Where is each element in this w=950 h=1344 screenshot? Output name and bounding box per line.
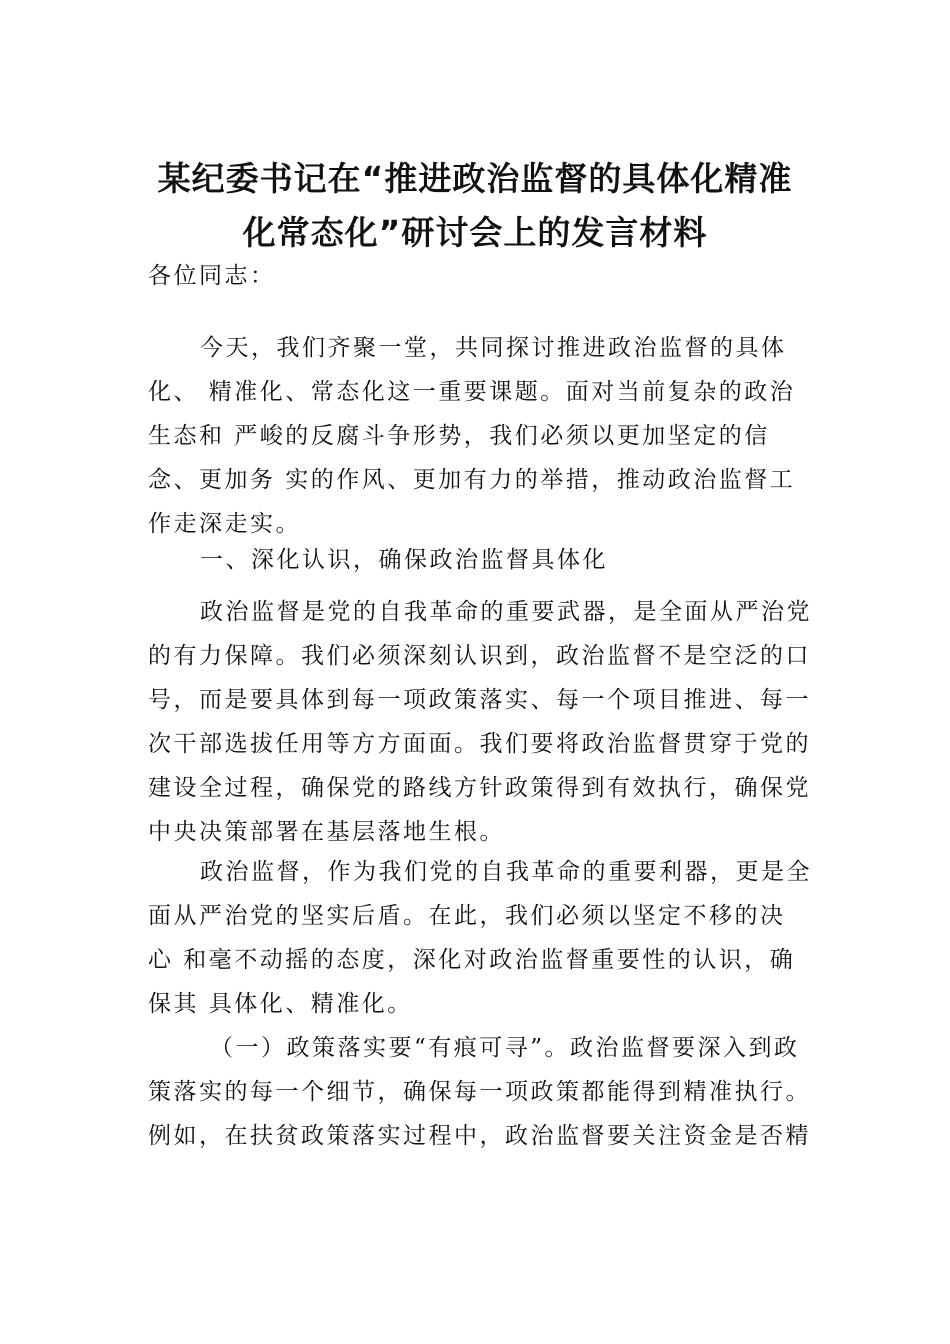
text-line: 策落实的每一个细节，确保每一项政策都能得到精准执行。 <box>148 1079 811 1105</box>
paragraph-section1-cont <box>148 850 818 1026</box>
text-line: 政治监督，作为我们党的自我革命的重要利器，更是全 <box>200 859 812 885</box>
document-title <box>120 152 830 260</box>
section-heading: 一、深化认识，确保政治监督具体化 <box>200 547 608 573</box>
text-line: 今天，我们齐聚一堂，共同探讨推进政治监督的具体 <box>200 335 787 361</box>
text-line: 生态和 严峻的反腐斗争形势，我们必须以更加坚定的信 <box>148 423 770 449</box>
text-line: 建设全过程，确保党的路线方针政策得到有效执行，确保党 <box>148 775 811 801</box>
text-line: 中央决策部署在基层落地生根。 <box>148 819 505 845</box>
text-line: 次干部选拔任用等方方面面。我们要将政治监督贯穿于党的 <box>148 731 811 757</box>
text-line: 心 和毫不动摇的态度，深化对政治监督重要性的认识，确 <box>148 947 796 973</box>
salutation: 各位同志： <box>148 263 276 289</box>
paragraph-opening <box>148 326 818 546</box>
text-line: 号，而是要具体到每一项政策落实、每一个项目推进、每一 <box>148 687 811 713</box>
text-line: 作走深走实。 <box>148 511 301 537</box>
text-line: 念、更加务 实的作风、更加有力的举措，推动政治监督工 <box>148 467 796 493</box>
text-line: 例如，在扶贫政策落实过程中，政治监督要关注资金是否精 <box>148 1123 811 1149</box>
text-line: 面从严治党的坚实后盾。在此，我们必须以坚定不移的决 <box>148 903 786 929</box>
text-line: （一）政策落实要“有痕可寻”。政治监督要深入到政 <box>210 1035 800 1061</box>
title-line: 化常态化”研讨会上的发言材料 <box>242 213 708 252</box>
title-line: 某纪委书记在“推进政治监督的具体化精准 <box>157 159 793 198</box>
paragraph-section1 <box>148 590 818 854</box>
text-line: 化、 精准化、常态化这一重要课题。面对当前复杂的政治 <box>148 379 796 405</box>
text-line: 保其 具体化、精准化。 <box>148 991 413 1017</box>
paragraph-subsection1 <box>148 1026 818 1158</box>
text-line: 的有力保障。我们必须深刻认识到，政治监督不是空泛的口 <box>148 643 811 669</box>
text-line: 政治监督是党的自我革命的重要武器，是全面从严治党 <box>200 599 812 625</box>
